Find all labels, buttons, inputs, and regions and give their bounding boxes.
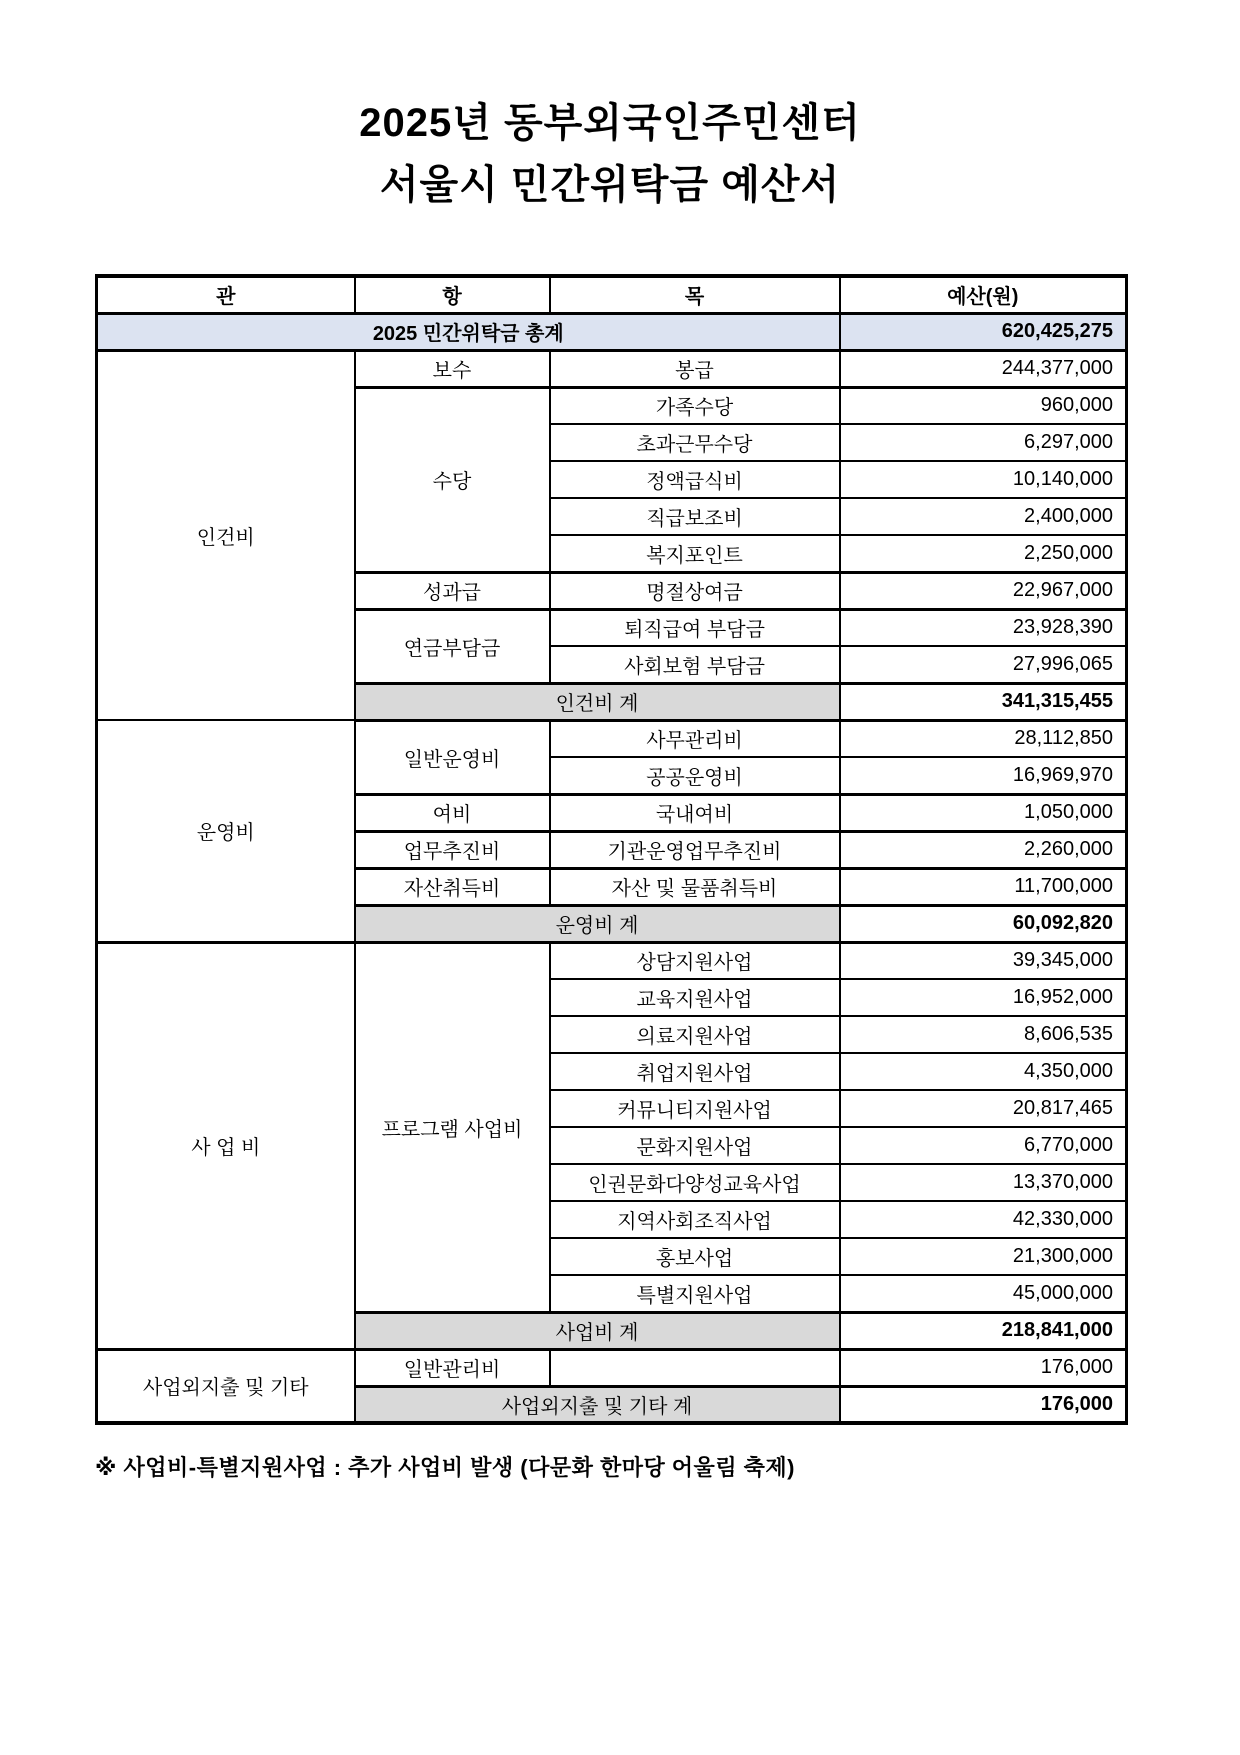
subtotal-label: 사업외지출 및 기타 계 [355,1386,840,1423]
item-amount: 42,330,000 [840,1201,1127,1238]
item-label: 직급보조비 [550,498,840,535]
group-name: 보수 [355,350,550,387]
item-amount: 22,967,000 [840,572,1127,609]
item-label: 정액급식비 [550,461,840,498]
item-amount: 176,000 [840,1349,1127,1386]
group-name: 업무추진비 [355,831,550,868]
group-name: 연금부담금 [355,609,550,683]
item-label: 자산 및 물품취득비 [550,868,840,905]
item-label: 기관운영업무추진비 [550,831,840,868]
item-amount: 244,377,000 [840,350,1127,387]
subtotal-label: 운영비 계 [355,905,840,942]
subtotal-label: 인건비 계 [355,683,840,720]
item-amount: 21,300,000 [840,1238,1127,1275]
subtotal-amount: 341,315,455 [840,683,1127,720]
group-name: 일반운영비 [355,720,550,794]
item-label: 퇴직급여 부담금 [550,609,840,646]
column-header-budget: 예산(원) [840,276,1127,313]
item-label: 커뮤니티지원사업 [550,1090,840,1127]
item-amount: 6,297,000 [840,424,1127,461]
item-label: 국내여비 [550,794,840,831]
item-label: 지역사회조직사업 [550,1201,840,1238]
item-amount: 39,345,000 [840,942,1127,979]
subtotal-amount: 218,841,000 [840,1312,1127,1349]
section-name-personnel: 인건비 [97,350,355,720]
group-name: 자산취득비 [355,868,550,905]
table-row [97,720,1127,757]
item-label: 사무관리비 [550,720,840,757]
item-label: 의료지원사업 [550,1016,840,1053]
item-amount: 45,000,000 [840,1275,1127,1312]
item-label: 상담지원사업 [550,942,840,979]
table-row [97,942,1127,979]
column-header-hang: 항 [355,276,550,313]
item-label: 취업지원사업 [550,1053,840,1090]
item-amount: 8,606,535 [840,1016,1127,1053]
item-amount: 2,260,000 [840,831,1127,868]
item-amount: 4,350,000 [840,1053,1127,1090]
item-label: 복지포인트 [550,535,840,572]
item-amount: 20,817,465 [840,1090,1127,1127]
item-amount: 23,928,390 [840,609,1127,646]
footnote: ※ 사업비-특별지원사업 : 추가 사업비 발생 (다문화 한마당 어울림 축제) [95,1455,796,1480]
item-amount: 2,250,000 [840,535,1127,572]
subtotal-amount: 176,000 [840,1386,1127,1423]
grand-total-label: 2025 민간위탁금 총계 [97,313,840,350]
item-amount: 2,400,000 [840,498,1127,535]
item-label: 홍보사업 [550,1238,840,1275]
item-amount: 1,050,000 [840,794,1127,831]
group-name: 수당 [355,387,550,572]
column-header-gwan: 관 [97,276,355,313]
table-row [97,350,1127,387]
section-name-non-project: 사업외지출 및 기타 [97,1349,355,1423]
page-title-line2: 서울시 민간위탁금 예산서 [379,163,841,207]
column-header-mok: 목 [550,276,840,313]
group-name: 여비 [355,794,550,831]
item-label: 사회보험 부담금 [550,646,840,683]
header-row [97,276,1127,313]
table-row [97,1349,1127,1386]
item-amount: 28,112,850 [840,720,1127,757]
page-title-line1: 2025년 동부외국인주민센터 [359,101,861,145]
item-label: 공공운영비 [550,757,840,794]
grand-total-row [97,313,1127,350]
item-label: 가족수당 [550,387,840,424]
page-title [95,0,1125,216]
item-label: 교육지원사업 [550,979,840,1016]
item-amount: 13,370,000 [840,1164,1127,1201]
subtotal-label: 사업비 계 [355,1312,840,1349]
grand-total-amount: 620,425,275 [840,313,1127,350]
item-amount: 960,000 [840,387,1127,424]
group-name: 일반관리비 [355,1349,550,1386]
item-label: 초과근무수당 [550,424,840,461]
budget-table [95,274,1128,1425]
item-label: 문화지원사업 [550,1127,840,1164]
item-amount: 11,700,000 [840,868,1127,905]
item-amount: 16,969,970 [840,757,1127,794]
group-name: 프로그램 사업비 [355,942,550,1312]
subtotal-amount: 60,092,820 [840,905,1127,942]
item-label [550,1349,840,1386]
item-amount: 6,770,000 [840,1127,1127,1164]
item-amount: 27,996,065 [840,646,1127,683]
group-name: 성과급 [355,572,550,609]
item-label: 특별지원사업 [550,1275,840,1312]
item-label: 인권문화다양성교육사업 [550,1164,840,1201]
section-name-project: 사 업 비 [97,942,355,1349]
item-label: 봉급 [550,350,840,387]
item-label: 명절상여금 [550,572,840,609]
item-amount: 16,952,000 [840,979,1127,1016]
item-amount: 10,140,000 [840,461,1127,498]
section-name-operating: 운영비 [97,720,355,942]
